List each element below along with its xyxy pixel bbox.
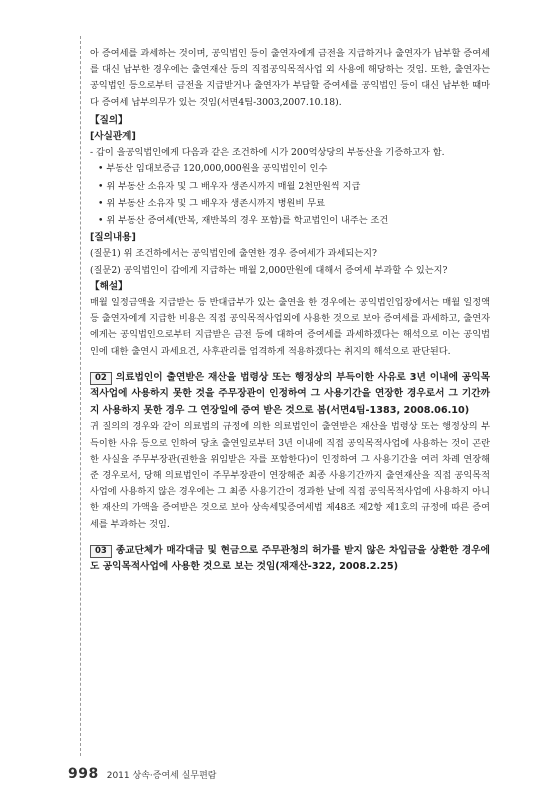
intro-paragraph: 아 증여세를 과세하는 것이며, 공익법인 등이 출연자에게 금전을 지급하거나 출연자가 납부할 증여세를 대신 납부한 경우에는 출연재산 등의 직접공익목적사업 외 사용에 해당하는 것임. 또한, 출연자는 공익법인 등으로부터 금전을 지급받거나 출연자가 부담할 증여세를 공익법인 등이 대신 납부한 때마다 증여세 납부의무가 있는 것임(서면4팀-3003,2007.10.18). [90, 48, 490, 108]
answer-heading: 【해설】 [90, 280, 128, 292]
query-heading: [질의내용] [90, 232, 136, 244]
margin-dashed-rule [80, 36, 81, 756]
section-03-title-text: 종교단체가 매각대금 및 현금으로 주무관청의 허가를 받지 않은 차입금을 상환한 경우에도 공익목적사업에 사용한 것으로 보는 것임(재재산-322, 2008.2.25) [90, 544, 490, 573]
query-item-1: (질문1) 위 조건하에서는 공익법인에 출연한 경우 증여세가 과세되는지? [90, 248, 377, 260]
facts-item: • 위 부동산 소유자 및 그 배우자 생존시까지 병원비 무료 [98, 197, 325, 209]
facts-item: • 위 부동산 소유자 및 그 배우자 생존시까지 매월 2천만원씩 지급 [98, 180, 361, 192]
answer-paragraph: 매월 일정금액을 지급받는 등 반대급부가 있는 출연을 한 경우에는 공익법인입장에서는 매월 일정액 등 출연자에게 지급한 비용은 직접 공익목적사업외에 사용한 것으로 보아 증여세를 과세하고, 출연자에게는 공익법인으로부터 지급받은 금전 등에 대하여 증여세를 과세하겠다는 해석으로 이는 공익법인에 대한 출연시 과세요건, 사후관리를 엄격하게 적용하겠다는 취지의 해석으로 판단된다. [90, 297, 490, 357]
page-number: 998 [68, 766, 99, 782]
facts-heading: [사실관계] [90, 131, 136, 143]
section-02-body: 귀 질의의 경우와 같이 의료법의 규정에 의한 의료법인이 출연받은 재산을 법령상 또는 행정상의 부득이한 사유 등으로 인하여 당초 출연일로부터 3년 이내에 직접 공익목적사업에 사용하는 것이 곤란한 사실을 주무부장관(권한을 위임받은 자를 포함한다)이 인정하여 그 사용기간을 여러 차례 연장해준 경우로서, 당해 의료법인이 주무부장관이 연장해준 최종 사용기간까지 출연재산을 직접 공익목적사업에 사용하지 않은 경우에는 그 최종 사용기간이 경과한 날에 직접 공익목적사업에 사용하지 아니한 재산의 가액을 증여받은 것으로 보아 상속세및증여세법 제48조 제2항 제1호의 규정에 따른 증여세를 부과하는 것임. [90, 421, 490, 530]
page-footer [68, 766, 216, 782]
section-03-title [90, 543, 490, 576]
facts-item: • 부동산 임대보증금 120,000,000원을 공익법인이 인수 [98, 163, 328, 175]
facts-item: • 위 부동산 증여세(반복, 재반복의 경우 포함)를 학교법인이 내주는 조건 [98, 215, 389, 227]
section-02-title-text: 의료법인이 출연받은 재산을 법령상 또는 행정상의 부득이한 사유로 3년 이내에 공익목적사업에 사용하지 못한 것을 주무장관이 인정하여 그 사용기간을 연장한 경우로서 그 기간까지 사용하지 못한 경우 그 연장일에 증여 받은 것으로 봄(서면4팀-1383, 2008.06.10) [90, 371, 490, 416]
book-title: 2011 상속·증여세 실무편람 [106, 771, 217, 781]
page-content [90, 46, 490, 576]
section-number-badge: 02 [90, 372, 112, 385]
section-number-badge: 03 [90, 545, 112, 558]
facts-list [90, 161, 490, 229]
section-02-title [90, 370, 490, 420]
question-heading: 【질의】 [90, 114, 128, 126]
facts-intro: - 갑이 을공익법인에게 다음과 같은 조건하에 시가 200억상당의 부동산을 기증하고자 함. [90, 147, 445, 159]
query-item-2: (질문2) 공익법인이 갑에게 지급하는 매월 2,000만원에 대해서 증여세 부과할 수 있는지? [90, 264, 448, 276]
